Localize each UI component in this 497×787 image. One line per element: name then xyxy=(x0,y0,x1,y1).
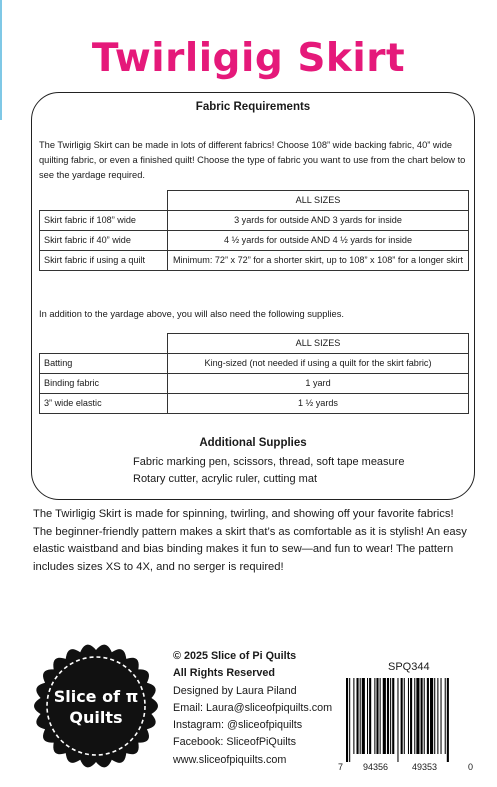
barcode-bar xyxy=(353,678,354,754)
barcode-bar xyxy=(360,678,361,754)
row-label: Skirt fabric if using a quilt xyxy=(40,251,168,271)
row-value: Minimum: 72” x 72” for a shorter skirt, up to 108” x 108” for a longer skirt xyxy=(168,251,469,271)
row-value: King-sized (not needed if using a quilt for the skirt fabric) xyxy=(168,354,469,374)
row-value: 4 ½ yards for outside AND 4 ½ yards for inside xyxy=(168,231,469,251)
barcode-bar xyxy=(383,678,386,754)
page-title: Twirligig Skirt xyxy=(91,36,406,81)
row-value: 1 ½ yards xyxy=(168,394,469,414)
barcode-bar xyxy=(430,678,433,754)
fabric-requirements-box xyxy=(31,92,475,500)
table-header-all-sizes: ALL SIZES xyxy=(168,334,469,354)
table-corner-cell xyxy=(40,191,168,211)
facebook-text: Facebook: SliceofPiQuilts xyxy=(173,736,297,749)
additional-supplies-line: Rotary cutter, acrylic ruler, cutting mat xyxy=(133,473,318,485)
barcode-bar xyxy=(367,678,368,754)
barcode-bar xyxy=(376,678,378,754)
barcode-bar xyxy=(424,678,425,754)
fabric-requirements-heading: Fabric Requirements xyxy=(195,101,311,113)
table-row xyxy=(40,231,469,251)
email-text: Email: Laura@sliceofpiquilts.com xyxy=(173,701,333,714)
copyright-text: © 2025 Slice of Pi Quilts xyxy=(173,650,297,662)
barcode-digit: 0 xyxy=(468,762,474,772)
barcode-bar xyxy=(445,678,446,754)
barcode-bar xyxy=(414,678,415,754)
barcode-bar xyxy=(387,678,389,754)
barcode-digit: 7 xyxy=(338,762,344,772)
barcode-digit: 49353 xyxy=(412,762,438,772)
sku-code: SPQ344 xyxy=(388,661,430,673)
barcode-bar xyxy=(447,678,449,762)
yardage-table xyxy=(39,190,469,271)
table-corner-cell xyxy=(40,334,168,354)
designer-text: Designed by Laura Piland xyxy=(173,684,297,697)
logo-text-line2: Quilts xyxy=(69,708,123,727)
barcode-bar xyxy=(410,678,412,754)
barcode-bar xyxy=(441,678,442,754)
row-label: Binding fabric xyxy=(40,374,168,394)
barcode-bar xyxy=(421,678,423,754)
barcode-bar xyxy=(357,678,359,754)
barcode-bar xyxy=(437,678,438,754)
barcode-bar xyxy=(416,678,419,754)
instagram-text: Instagram: @sliceofpiquilts xyxy=(173,719,303,732)
barcode-bar xyxy=(397,678,398,762)
row-label: 3” wide elastic xyxy=(40,394,168,414)
barcode-bar xyxy=(401,678,403,754)
logo-text-line1: Slice of π xyxy=(53,687,139,706)
barcode-bar xyxy=(380,678,381,754)
website-text: www.sliceofpiquilts.com xyxy=(173,753,287,766)
scalloped-badge-icon xyxy=(33,643,159,769)
barcode-bar xyxy=(434,678,435,754)
barcode-icon xyxy=(338,678,480,764)
table-row xyxy=(40,374,469,394)
supplies-intro-text: In addition to the yardage above, you will also need the following supplies. xyxy=(39,309,344,319)
barcode-bar xyxy=(369,678,371,754)
table-row xyxy=(40,354,469,374)
barcode-bar xyxy=(404,678,405,754)
barcode-bar xyxy=(374,678,375,754)
barcode-bar xyxy=(362,678,365,754)
credits-block xyxy=(173,648,332,769)
additional-supplies-heading: Additional Supplies xyxy=(199,437,307,449)
rights-text: All Rights Reserved xyxy=(173,667,276,680)
table-row xyxy=(40,251,469,271)
row-value: 3 yards for outside AND 3 yards for inside xyxy=(168,211,469,231)
table-row xyxy=(40,394,469,414)
barcode-bar xyxy=(346,678,348,762)
table-row xyxy=(40,211,469,231)
pattern-description: The Twirligig Skirt is made for spinning, twirling, and showing off your favorite fabrics! The beginner-friendly pattern makes a skirt that’s as comfortable as it is stylish! An easy elastic waistband and bias binding makes it fun to sew—and fun to wear! The pattern includes sizes XS to 4X, and no serger is required! xyxy=(33,508,467,573)
barcode-bar xyxy=(349,678,350,762)
slice-of-pi-logo xyxy=(33,643,159,769)
table-header-all-sizes: ALL SIZES xyxy=(168,191,469,211)
fabric-intro-text: The Twirligig Skirt can be made in lots of different fabrics! Choose 108” wide backing fabric, 40” wide quilting fabric, or even a finished quilt! Choose the type of fabric you want to use from the chart below to see the yardage required. xyxy=(39,140,466,180)
row-label: Skirt fabric if 108” wide xyxy=(40,211,168,231)
row-label: Batting xyxy=(40,354,168,374)
additional-supplies-line: Fabric marking pen, scissors, thread, soft tape measure xyxy=(133,456,405,468)
barcode-bar xyxy=(392,678,394,754)
row-label: Skirt fabric if 40” wide xyxy=(40,231,168,251)
barcode-digit: 94356 xyxy=(363,762,389,772)
row-value: 1 yard xyxy=(168,374,469,394)
barcode-bar xyxy=(390,678,391,754)
barcode-bar xyxy=(408,678,409,754)
supplies-table xyxy=(39,333,469,414)
barcode-bar xyxy=(427,678,429,754)
